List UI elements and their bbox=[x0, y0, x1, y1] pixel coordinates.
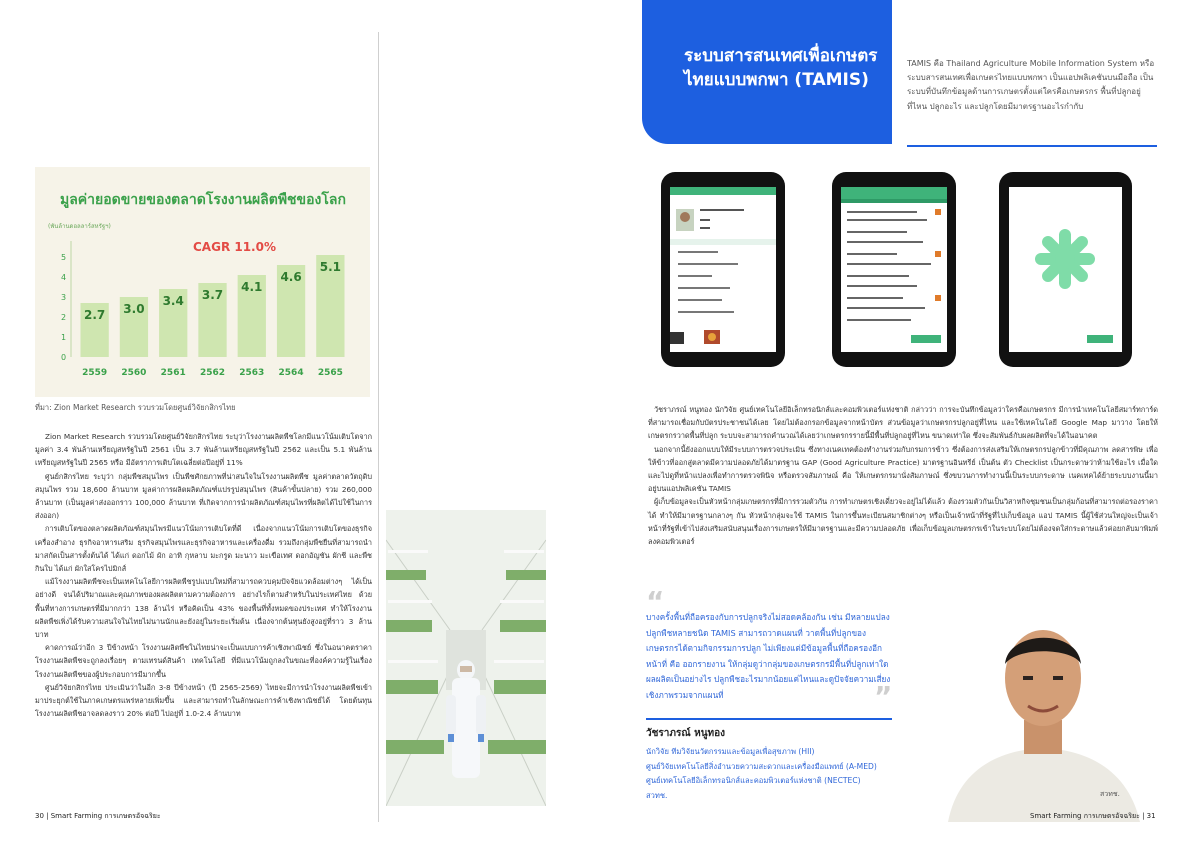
paragraph: คาดการณ์ว่าอีก 3 ปีข้างหน้า โรงงานผลิตพืชในไทยน่าจะเป็นแบบการค้าเชิงพาณิชย์ ซึ่งในอนาคตราคาโรงงานผลิตพืชจะถูกลงเรื่อยๆ ตามเทรนด์สินค้า เทคโนโลยี ที่มีแนวโน้มถูกลงในขณะที่องค์ความรู้ในเรื่องโรงงานผลิตพืชของผู้ประกอบการมีมากขึ้น bbox=[35, 643, 372, 679]
bar-chart bbox=[35, 167, 370, 397]
y-tick-label: 2 bbox=[61, 313, 67, 322]
page-divider bbox=[378, 32, 379, 822]
chart-unit-label: (พันล้านดอลลาร์สหรัฐฯ) bbox=[48, 223, 111, 230]
bar-value-label: 4.6 bbox=[280, 270, 302, 284]
paragraph: ศูนย์กสิกรไทย ระบุว่า กลุ่มพืชสมุนไพร เป็นพืชศักยภาพที่น่าสนใจในโรงงานผลิตพืช มูลค่าตลาดวัตถุดิบสมุนไพร รวม 18,600 ล้านบาท มูลค่าการผลิตผลิตภัณฑ์แปรรูปสมุนไพร (สินค้าขั้นปลาย) รวม 260,000 ล้านบาท (เป็นมูลค่าส่งออกราว 100,000 ล้านบาท ที่เกิดจากการนำผลิตภัณฑ์สมุนไพรที่ผลิตได้ไปใช้ในการส่งออก) bbox=[35, 471, 372, 521]
y-tick-label: 3 bbox=[61, 293, 67, 302]
bar-value-label: 5.1 bbox=[319, 260, 341, 274]
app-screen bbox=[670, 187, 776, 352]
x-tick-label: 2565 bbox=[317, 368, 343, 378]
tablet-splash-screen bbox=[999, 172, 1132, 367]
paragraph: นอกจากนี้ยังออกแบบให้มีระบบการตรวจประเมิน ซึ่งทางเนคเทคต้องทำงานร่วมกับกรมการข้าว ซึ่งต้องการส่งเสริมให้เกษตรกรปลูกข้าวที่มีคุณภาพ ลดสารพิษ เพื่อให้ข้าวที่ออกสู่ตลาดมีความปลอดภัยได้มาตรฐาน GAP (Good Agriculture Practice) มาตรฐานอินทรีย์ เป็นต้น ตัว Checklist เป็นกระดาษว่าห้ามใช้อะไร เมื่อใด และไปดูที่หน้าแปลงเพื่อทำการตรวจพินิจ หรือตรวจสัมภาษณ์ คือ ให้เกษตรกรมานั่งสัมภาษณ์ ซึ่งขบวนการทำงานนี้เป็นระบบกระดาษ เนคเทคได้ย้ายระบบงานนี้มาอยู่บนแอปพลิเคชัน TAMIS bbox=[648, 444, 1158, 494]
x-tick-label: 2561 bbox=[160, 368, 186, 378]
bar-value-label: 3.0 bbox=[123, 302, 145, 316]
bar-value-label: 3.4 bbox=[162, 294, 184, 308]
bar-value-label: 4.1 bbox=[241, 280, 263, 294]
paragraph: ผู้เก็บข้อมูลจะเป็นหัวหน้ากลุ่มเกษตรกรที่มีการรวมตัวกัน การทำเกษตรเชิงเดี่ยวจะอยู่ไม่ได้แล้ว ต้องรวมตัวกันเป็นวิสาหกิจชุมชนเป็นกลุ่มก้อนที่สามารถต่อรองราคาได้ ทำให้มีมาตรฐานกลางๆ กัน หัวหน้ากลุ่มจะใช้ TAMIS ในการขึ้นทะเบียนสมาชิกต่างๆ หรือเป็นเจ้าหน้าที่รัฐที่ไปเก็บข้อมูล แอป TAMIS นี้ผู้ใช้ส่วนใหญ่จะเป็นเจ้าหน้าที่รัฐที่เข้าไปส่งเสริมสนับสนุนเรื่องการเกษตรให้มีมาตรฐานและมีความปลอดภัย เพื่อเก็บข้อมูลเกษตรกรเข้าในระบบโดยไม่ต้องจดใส่กระดาษแล้วค่อยกลับมาพิมพ์ลงคอมพิวเตอร์ bbox=[648, 497, 1158, 547]
y-tick-label: 5 bbox=[61, 253, 67, 262]
interviewee-affiliation bbox=[646, 745, 916, 803]
section-title: ระบบสารสนเทศเพื่อเกษตรไทยแบบพกพา (TAMIS) bbox=[684, 46, 878, 90]
interviewee-name: วัชราภรณ์ หนูทอง bbox=[646, 728, 726, 739]
x-tick-label: 2562 bbox=[199, 368, 226, 378]
page-footer-left: 30 | Smart Farming การเกษตรอัจฉริยะ bbox=[35, 812, 161, 820]
app-screen bbox=[841, 187, 947, 352]
affiliation-line: สวทช. bbox=[646, 790, 668, 800]
y-tick-label: 0 bbox=[61, 353, 67, 362]
left-body-text bbox=[35, 430, 372, 720]
y-tick-label: 1 bbox=[61, 333, 67, 342]
shirt-logo: สวทช. bbox=[1100, 790, 1120, 798]
x-tick-label: 2560 bbox=[121, 368, 147, 378]
y-tick-label: 4 bbox=[61, 273, 67, 282]
chart-title: มูลค่ายอดขายของตลาดโรงงานผลิตพืชของโลก bbox=[60, 192, 346, 208]
tablet-profile-screen bbox=[661, 172, 785, 367]
affiliation-line: ศูนย์วิจัยเทคโนโลยีสิ่งอำนวยความสะดวกและเครื่องมือแพทย์ (A-MED) bbox=[646, 761, 877, 771]
tablet-checklist-screen bbox=[832, 172, 956, 367]
paragraph: แม้โรงงานผลิตพืชจะเป็นเทคโนโลยีการผลิตพืชรูปแบบใหม่ที่สามารถควบคุมปัจจัยแวดล้อมต่างๆ ได้เป็นอย่างดี จนได้ปริมาณและคุณภาพของผลผลิตตามความต้องการ อย่างไรก็ตามสำหรับในประเทศไทย ด้วยพื้นที่ทางการเกษตรที่มีมากกว่า 138 ล้านไร่ หรือคิดเป็น 43% ของพื้นที่ทั้งหมดของประเทศ ทำให้โรงงานผลิตพืชเพิ่งได้รับความสนใจในไทยไม่นานนักและยังอยู่ในระยะเริ่มต้น เนื่องจากต้นทุนยังสูงอยู่ที่ราว 3 ล้านบาท bbox=[35, 577, 372, 640]
paragraph: การเติบโตของตลาดผลิตภัณฑ์สมุนไพรมีแนวโน้มการเติบโตที่ดี เนื่องจากแนวโน้มการเติบโตของธุรกิจเครื่องสำอาง ธุรกิจอาหารเสริม ธุรกิจสมุนไพรและธุรกิจอาหารและเครื่องดื่ม รวมถึงกลุ่มพืชยืนที่สามารถนำมาสกัดเป็นสารตั้งต้นได้ ได้แก่ ดอกไม้ ผัก อาทิ กุหลาบ มะกรูด มะนาว มะเขือเทศ ดอกอัญชัน ผักชี และพืชกินใบ ได้แก่ ผักใสโครไปมิกส์ bbox=[35, 524, 372, 574]
app-screen bbox=[1009, 187, 1122, 352]
chart-source: ที่มา: Zion Market Research รวบรวมโดยศูนย์วิจัยกสิกรไทย bbox=[35, 403, 236, 412]
plant-factory-photo bbox=[386, 510, 546, 806]
quote-close-icon: ” bbox=[874, 680, 893, 713]
paragraph: วัชราภรณ์ หนูทอง นักวิจัย ศูนย์เทคโนโลยีอิเล็กทรอนิกส์และคอมพิวเตอร์แห่งชาติ กล่าวว่า การจะบันทึกข้อมูลว่าใครคือเกษตรกร มีการนำเทคโนโลยีสมาร์ทการ์ดที่สามารถเชื่อมกับบัตรประชาชนได้เลย โดยไม่ต้องกรอกข้อมูลจากหน้าบัตร ส่วนข้อมูลว่าเกษตรกรปลูกอยู่ที่ไหน และใช้เทคโนโลยี Google Map มาวาง โดยให้เกษตรกรวาดพื้นที่ปลูก ระบบจะสามารถคำนวณได้เลยว่าเกษตรกรรายนี้มีพื้นที่ปลูกอยู่ที่ไหน ขนาดเท่าใด ซึ่งจะสัมพันธ์กับผลผลิตที่จะได้ในอนาคต bbox=[648, 405, 1158, 441]
right-body-text bbox=[648, 403, 1158, 548]
page-footer-right: Smart Farming การเกษตรอัจฉริยะ | 31 bbox=[1030, 812, 1156, 820]
intro-text: TAMIS คือ Thailand Agriculture Mobile Information System หรือ ระบบสารสนเทศเพื่อเกษตรไทยแบบพกพา เป็นแอปพลิเคชันบนมือถือ เป็นระบบที่บันทึกข้อมูลด้านการเกษตรตั้งแต่ใครคือเกษตรกร พื้นที่ปลูกอยู่ที่ไหน ปลูกอะไร และปลูกโดยมีมาตรฐานอะไรกำกับ bbox=[907, 59, 1155, 111]
quote-open-icon: “ bbox=[646, 585, 665, 618]
affiliation-line: ศูนย์เทคโนโลยีอิเล็กทรอนิกส์และคอมพิวเตอร์แห่งชาติ (NECTEC) bbox=[646, 776, 861, 785]
paragraph: ศูนย์วิจัยกสิกรไทย ประเมินว่าในอีก 3-8 ปีข้างหน้า (ปี 2565-2569) ไทยจะมีการนำโรงงานผลิตพืชเข้ามาประยุกต์ใช้ในภาคเกษตรแพร่หลายเพิ่มขึ้น และสามารถทำในลักษณะการค้าเชิงพาณิชย์ได้ โดยต้นทุนโรงงานผลิตพืชอาจลดลงราว 20% ต่อปี ไปอยู่ที่ 1.0-2.4 ล้านบาท bbox=[35, 682, 372, 719]
x-tick-label: 2564 bbox=[278, 368, 304, 378]
pull-quote: บางครั้งพื้นที่ถือครองกับการปลูกจริงไม่สอดคล้องกัน เช่น มีหลายแปลง ปลูกพืชหลายชนิด TAMIS สามารถวาดแผนที่ วาดพื้นที่ปลูกของเกษตรกรได้ตามกิจกรรมการปลูก ไม่เพียงแต่มีข้อมูลพื้นที่ถือครองอีกหน้าที่ คือ ออกรายงาน ให้กลุ่มดูว่ากลุ่มของเกษตรกรมีพื้นที่ปลูกเท่าใด ผลผลิตเป็นอย่างไร ปลูกพืชอะไรมากน้อยแค่ไหนและดูปัจจัยความเสี่ยงเชิงภาพรวมจากแผนที่ bbox=[646, 612, 891, 700]
quote-rule bbox=[646, 718, 892, 720]
portrait-photo bbox=[928, 600, 1158, 822]
paragraph: Zion Market Research รวบรวมโดยศูนย์วิจัยกสิกรไทย ระบุว่าโรงงานผลิตพืชโลกมีแนวโน้มเติบโตจากมูลค่า 3.4 พันล้านเหรียญสหรัฐในปี 2561 เป็น 3.7 พันล้านเหรียญสหรัฐในปี 2562 และเป็น 5.1 พันล้านเหรียญสหรัฐในปี 2565 หรือ มีอัตราการเติบโตเฉลี่ยต่อปีอยู่ที่ 11% bbox=[35, 432, 372, 468]
x-tick-label: 2559 bbox=[82, 368, 108, 378]
cagr-annotation: CAGR 11.0% bbox=[193, 240, 276, 254]
intro-rule bbox=[907, 145, 1157, 147]
x-tick-label: 2563 bbox=[239, 368, 265, 378]
affiliation-line: นักวิจัย ทีมวิจัยนวัตกรรมและข้อมูลเพื่อสุขภาพ (HII) bbox=[646, 747, 815, 756]
bar-value-label: 3.7 bbox=[201, 288, 224, 302]
bar-value-label: 2.7 bbox=[84, 308, 106, 322]
